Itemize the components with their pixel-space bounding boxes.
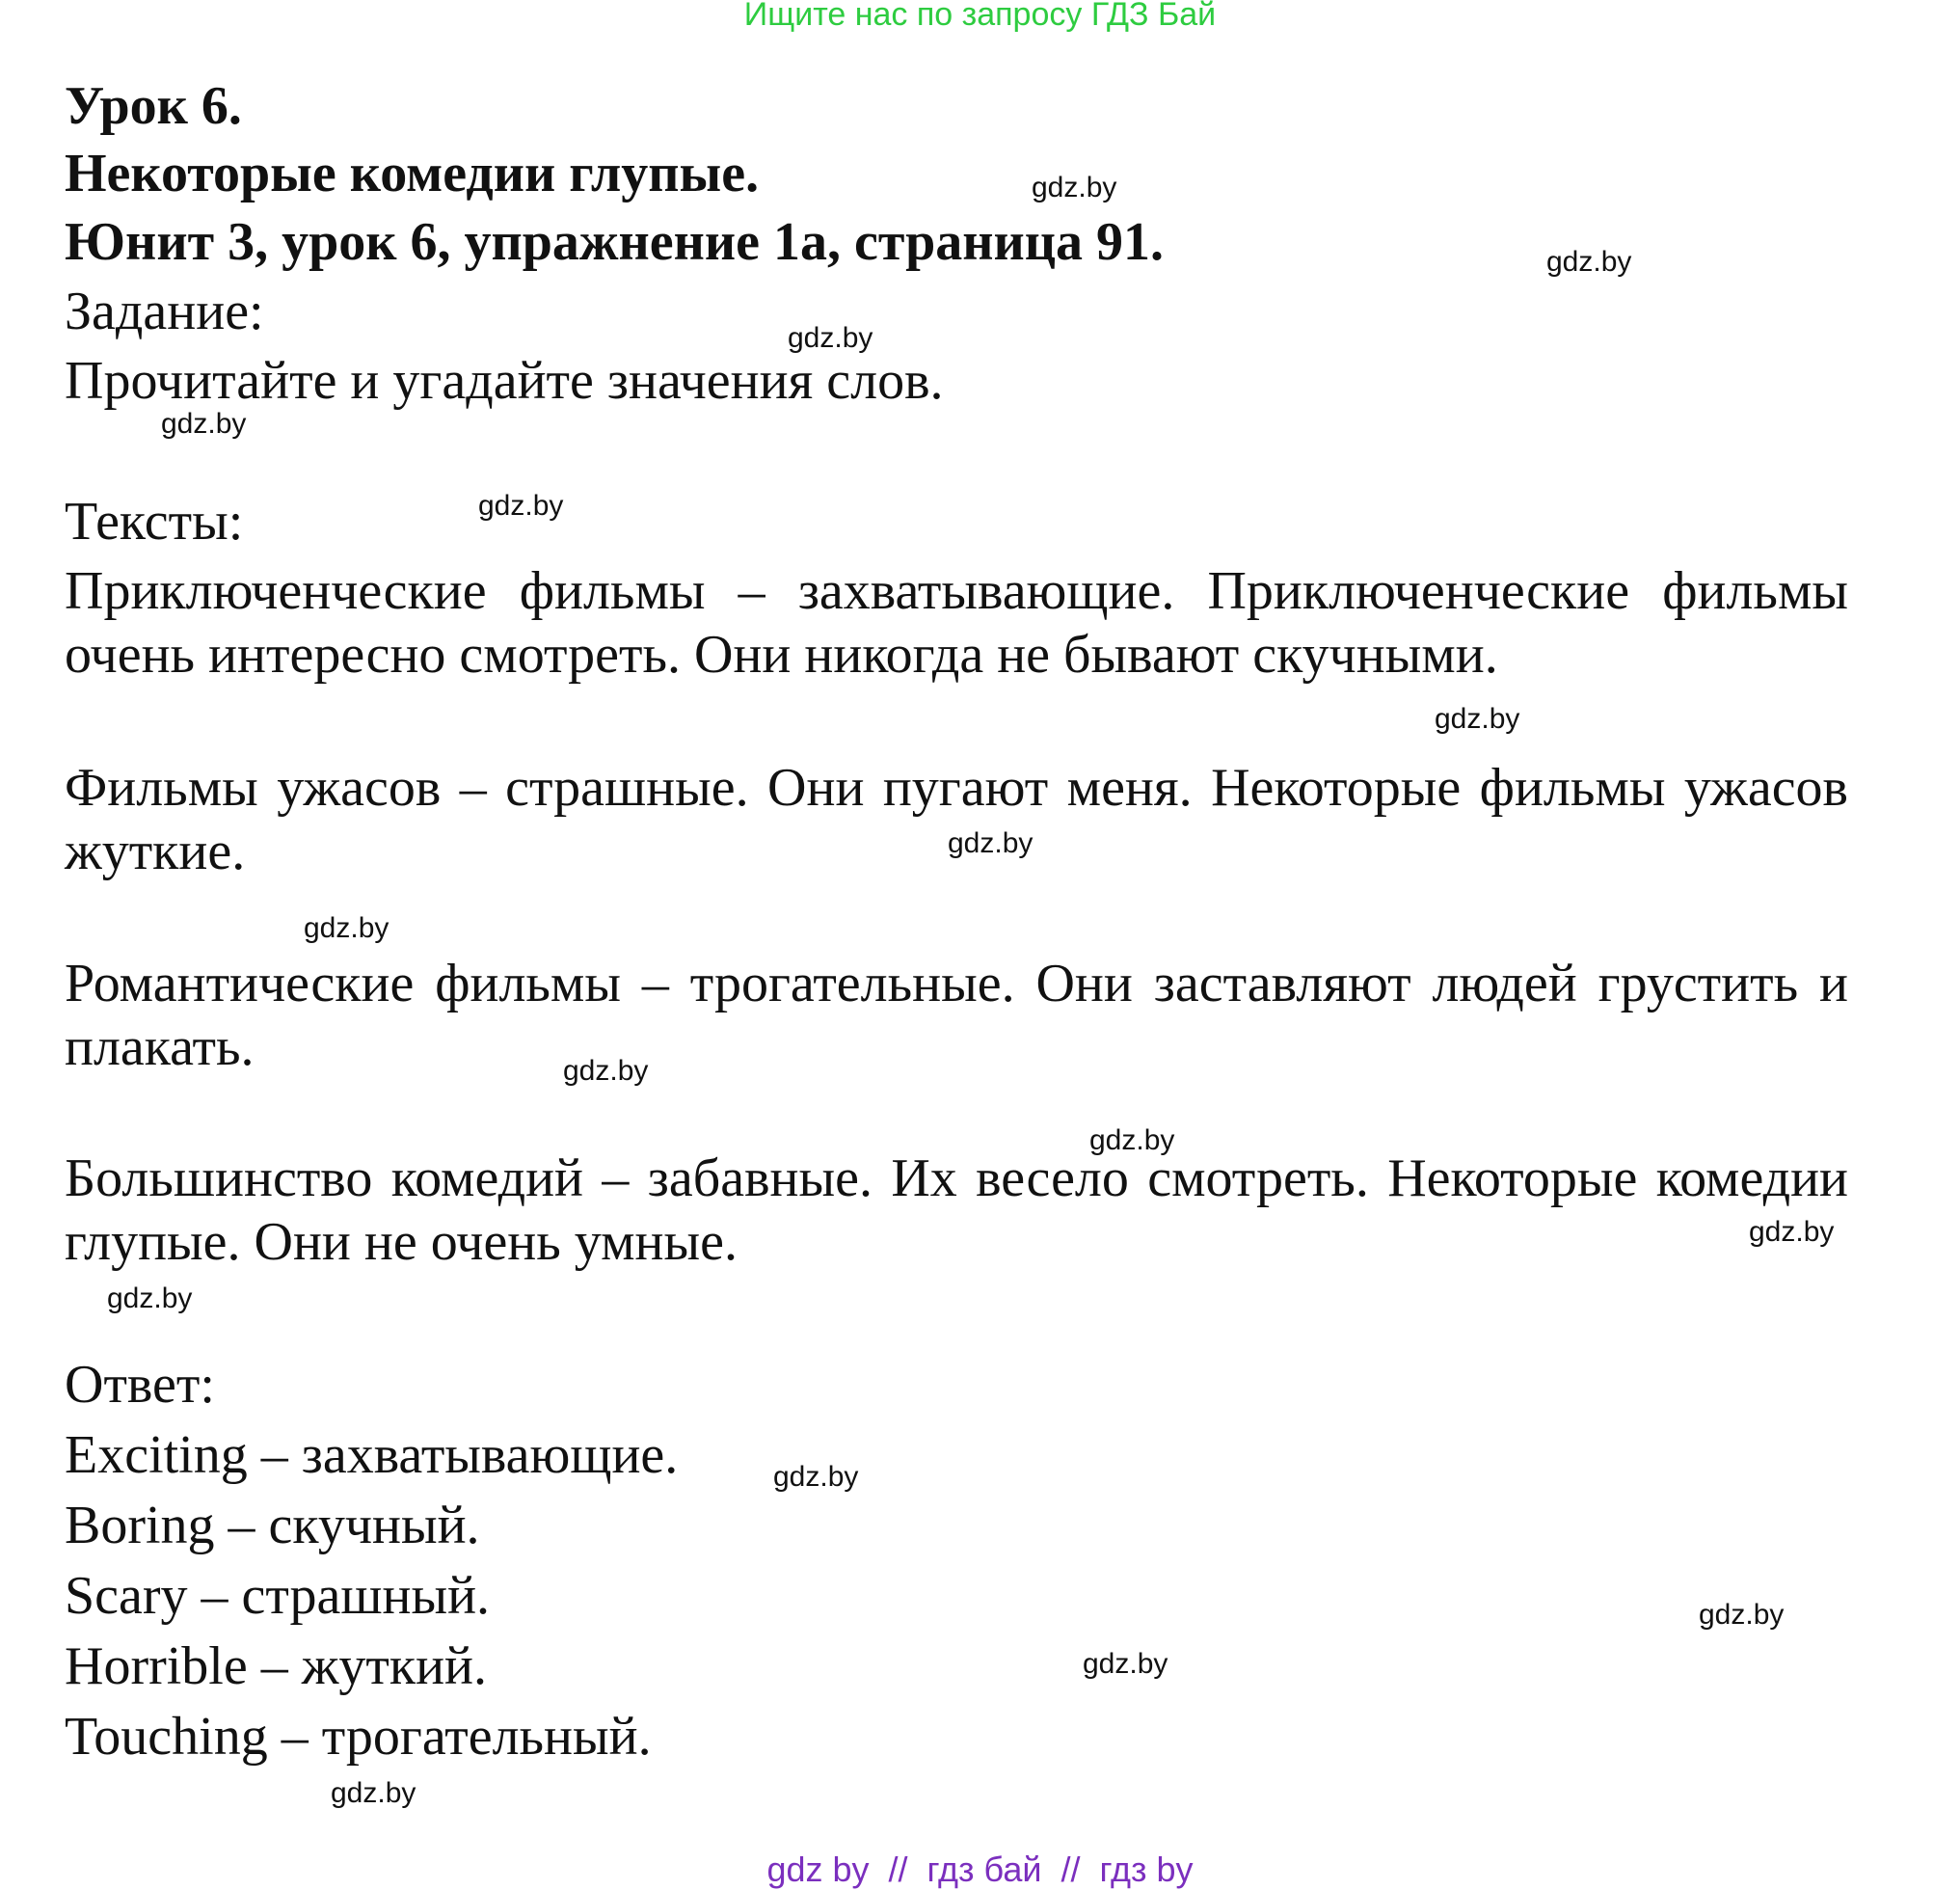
watermark: gdz.by (773, 1461, 859, 1493)
exercise-heading: Юнит 3, урок 6, упражнение 1а, страница 91. (65, 212, 1165, 272)
answer-item: Boring – скучный. (65, 1496, 480, 1555)
answer-item: Horrible – жуткий. (65, 1636, 488, 1696)
text-paragraph: Большинство комедий – забавные. Их весело смотреть. Некоторые комедии глупые. Они не очень умные. (65, 1148, 1848, 1272)
watermark: gdz.by (1435, 703, 1520, 735)
watermark: gdz.by (107, 1282, 193, 1314)
search-hint-banner: Ищите нас по запросу ГДЗ Бай (743, 0, 1217, 33)
watermark: gdz.by (788, 322, 873, 354)
text-paragraph: Приключенческие фильмы – захватывающие. Приключенческие фильмы очень интересно смотреть. Они никогда не бывают скучными. (65, 561, 1848, 685)
task-label: Задание: (65, 282, 264, 341)
watermark: gdz.by (563, 1055, 649, 1087)
watermark: gdz.by (1032, 172, 1117, 203)
lesson-title: Урок 6. (65, 76, 242, 136)
lesson-subtitle: Некоторые комедии глупые. (65, 144, 760, 203)
watermark: gdz.by (1083, 1648, 1168, 1680)
task-text: Прочитайте и угадайте значения слов. (65, 351, 944, 411)
footer-banner: gdz by // гдз бай // гдз by (766, 1850, 1194, 1889)
answer-item: Touching – трогательный. (65, 1707, 652, 1767)
watermark: gdz.by (1546, 246, 1632, 278)
answer-item: Exciting – захватывающие. (65, 1425, 679, 1485)
text-paragraph: Фильмы ужасов – страшные. Они пугают меня. Некоторые фильмы ужасов жуткие. (65, 758, 1848, 881)
watermark: gdz.by (331, 1777, 416, 1809)
watermark: gdz.by (1749, 1216, 1835, 1248)
text-paragraph: Романтические фильмы – трогательные. Они заставляют людей грустить и плакать. (65, 954, 1848, 1077)
answer-item: Scary – страшный. (65, 1566, 491, 1626)
watermark: gdz.by (1699, 1599, 1785, 1631)
watermark: gdz.by (161, 408, 247, 440)
watermark: gdz.by (304, 912, 389, 944)
watermark: gdz.by (948, 827, 1034, 859)
watermark: gdz.by (478, 490, 564, 522)
answer-label: Ответ: (65, 1355, 215, 1415)
texts-label: Тексты: (65, 492, 244, 552)
watermark: gdz.by (1089, 1124, 1175, 1156)
